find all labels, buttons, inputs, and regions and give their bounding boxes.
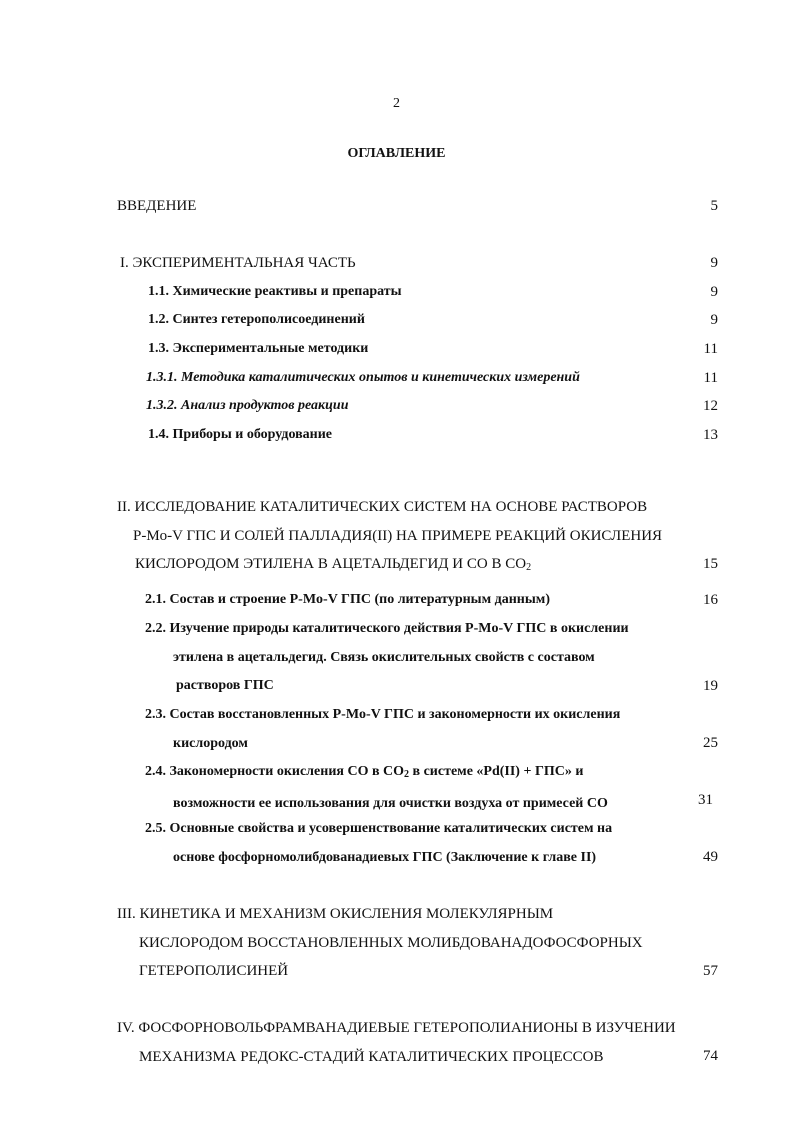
toc-page-1-1: 9 bbox=[710, 284, 718, 300]
toc-entry-1-4[interactable] bbox=[148, 421, 332, 450]
toc-page-2-4: 31 bbox=[698, 792, 713, 808]
toc-entry-1-2[interactable] bbox=[148, 306, 365, 335]
toc-entry-line: II. ИССЛЕДОВАНИЕ КАТАЛИТИЧЕСКИХ СИСТЕМ НА ОСНОВЕ РАСТВОРОВ bbox=[117, 499, 648, 515]
toc-entry-2-2[interactable] bbox=[145, 615, 629, 701]
toc-entry-ch4[interactable] bbox=[117, 1014, 676, 1071]
toc-page-1-3: 11 bbox=[703, 341, 718, 357]
toc-entry-line bbox=[117, 550, 662, 583]
toc-entry-line: 2.3. Состав восстановленных P-Mo-V ГПС и закономерности их окисления bbox=[145, 707, 621, 722]
toc-entry-text: КИСЛОРОДОМ ЭТИЛЕНА В АЦЕТАЛЬДЕГИД И СО В СО bbox=[135, 556, 527, 572]
toc-entry-text: 2.4. Закономерности окисления СО в СО bbox=[145, 764, 405, 779]
toc-entry-title: 1.4. Приборы и оборудование bbox=[148, 427, 333, 442]
toc-page-ch4: 74 bbox=[703, 1048, 718, 1064]
toc-entry-title: 1.1. Химические реактивы и препараты bbox=[148, 284, 402, 299]
toc-page-1-4: 13 bbox=[703, 427, 718, 443]
toc-entry-title: 1.3. Экспериментальные методики bbox=[148, 341, 369, 356]
toc-entry-line: 2.2. Изучение природы каталитического действия P-Mo-V ГПС в окислении bbox=[145, 621, 629, 636]
toc-entry-1-3[interactable] bbox=[148, 335, 368, 364]
toc-entry-title: ВВЕДЕНИЕ bbox=[117, 198, 197, 214]
toc-entry-line bbox=[145, 758, 608, 790]
page-number: 2 bbox=[393, 96, 400, 111]
toc-page-1-3-1: 11 bbox=[703, 370, 718, 386]
toc-entry-line: III. КИНЕТИКА И МЕХАНИЗМ ОКИСЛЕНИЯ МОЛЕКУЛЯРНЫМ bbox=[117, 906, 554, 922]
toc-entry-title: 2.1. Состав и строение P-Mo-V ГПС (по литературным данным) bbox=[145, 592, 550, 607]
toc-entry-ch2[interactable] bbox=[117, 493, 662, 583]
toc-entry-title: 1.2. Синтез гетерополисоединений bbox=[148, 312, 365, 327]
toc-page-2-2: 19 bbox=[703, 678, 718, 694]
toc-page-ch2: 15 bbox=[703, 556, 718, 572]
toc-entry-intro[interactable] bbox=[117, 192, 196, 221]
toc-entry-line: ГЕТЕРОПОЛИСИНЕЙ bbox=[139, 963, 289, 979]
toc-page-2-1: 16 bbox=[703, 592, 718, 608]
toc-entry-line: основе фосфорномолибдованадиевых ГПС (Заключение к главе II) bbox=[173, 849, 597, 865]
toc-title: ОГЛАВЛЕНИЕ bbox=[347, 146, 446, 161]
toc-entry-2-5[interactable] bbox=[145, 815, 612, 872]
toc-page-ch1: 9 bbox=[710, 255, 718, 271]
toc-entry-line: этилена в ацетальдегид. Связь окислительных свойств с составом bbox=[173, 649, 595, 665]
toc-entry-line: P-Mo-V ГПС И СОЛЕЙ ПАЛЛАДИЯ(II) НА ПРИМЕРЕ РЕАКЦИЙ ОКИСЛЕНИЯ bbox=[133, 527, 663, 544]
toc-entry-line: IV. ФОСФОРНОВОЛЬФРАМВАНАДИЕВЫЕ ГЕТЕРОПОЛИАНИОНЫ В ИЗУЧЕНИИ bbox=[117, 1020, 676, 1036]
toc-entry-line: 2.5. Основные свойства и усовершенствование каталитических систем на bbox=[145, 821, 613, 836]
toc-entry-title: I. ЭКСПЕРИМЕНТАЛЬНАЯ ЧАСТЬ bbox=[120, 255, 356, 271]
toc-page-ch3: 57 bbox=[703, 963, 718, 979]
toc-entry-title: 1.3.1. Методика каталитических опытов и кинетических измерений bbox=[146, 370, 580, 385]
toc-page-2-5: 49 bbox=[703, 849, 718, 865]
toc-entry-line: кислородом bbox=[173, 735, 248, 751]
toc-entry-2-4[interactable] bbox=[145, 758, 608, 818]
toc-entry-ch3[interactable] bbox=[117, 900, 643, 986]
toc-entry-line: растворов ГПС bbox=[176, 678, 274, 693]
subscript: 2 bbox=[404, 769, 410, 780]
subscript: 2 bbox=[526, 562, 532, 573]
toc-entry-line: КИСЛОРОДОМ ВОССТАНОВЛЕННЫХ МОЛИБДОВАНАДОФОСФОРНЫХ bbox=[139, 934, 643, 951]
toc-entry-1-3-2[interactable] bbox=[146, 392, 348, 421]
toc-entry-2-1[interactable] bbox=[145, 586, 550, 615]
toc-entry-2-3[interactable] bbox=[145, 701, 620, 758]
toc-entry-1-3-1[interactable] bbox=[146, 364, 580, 393]
toc-entry-line: МЕХАНИЗМА РЕДОКС-СТАДИЙ КАТАЛИТИЧЕСКИХ ПРОЦЕССОВ bbox=[139, 1048, 604, 1065]
toc-entry-line: возможности ее использования для очистки воздуха от примесей СО bbox=[173, 795, 608, 811]
toc-page-intro: 5 bbox=[710, 198, 718, 214]
toc-entry-title: 1.3.2. Анализ продуктов реакции bbox=[146, 398, 349, 413]
toc-entry-ch1[interactable] bbox=[120, 249, 356, 278]
toc-entry-text: в системе «Pd(II) + ГПС» и bbox=[409, 764, 584, 779]
toc-page-1-2: 9 bbox=[710, 312, 718, 328]
toc-page-1-3-2: 12 bbox=[703, 398, 718, 414]
toc-page-2-3: 25 bbox=[703, 735, 718, 751]
toc-entry-1-1[interactable] bbox=[148, 278, 402, 307]
